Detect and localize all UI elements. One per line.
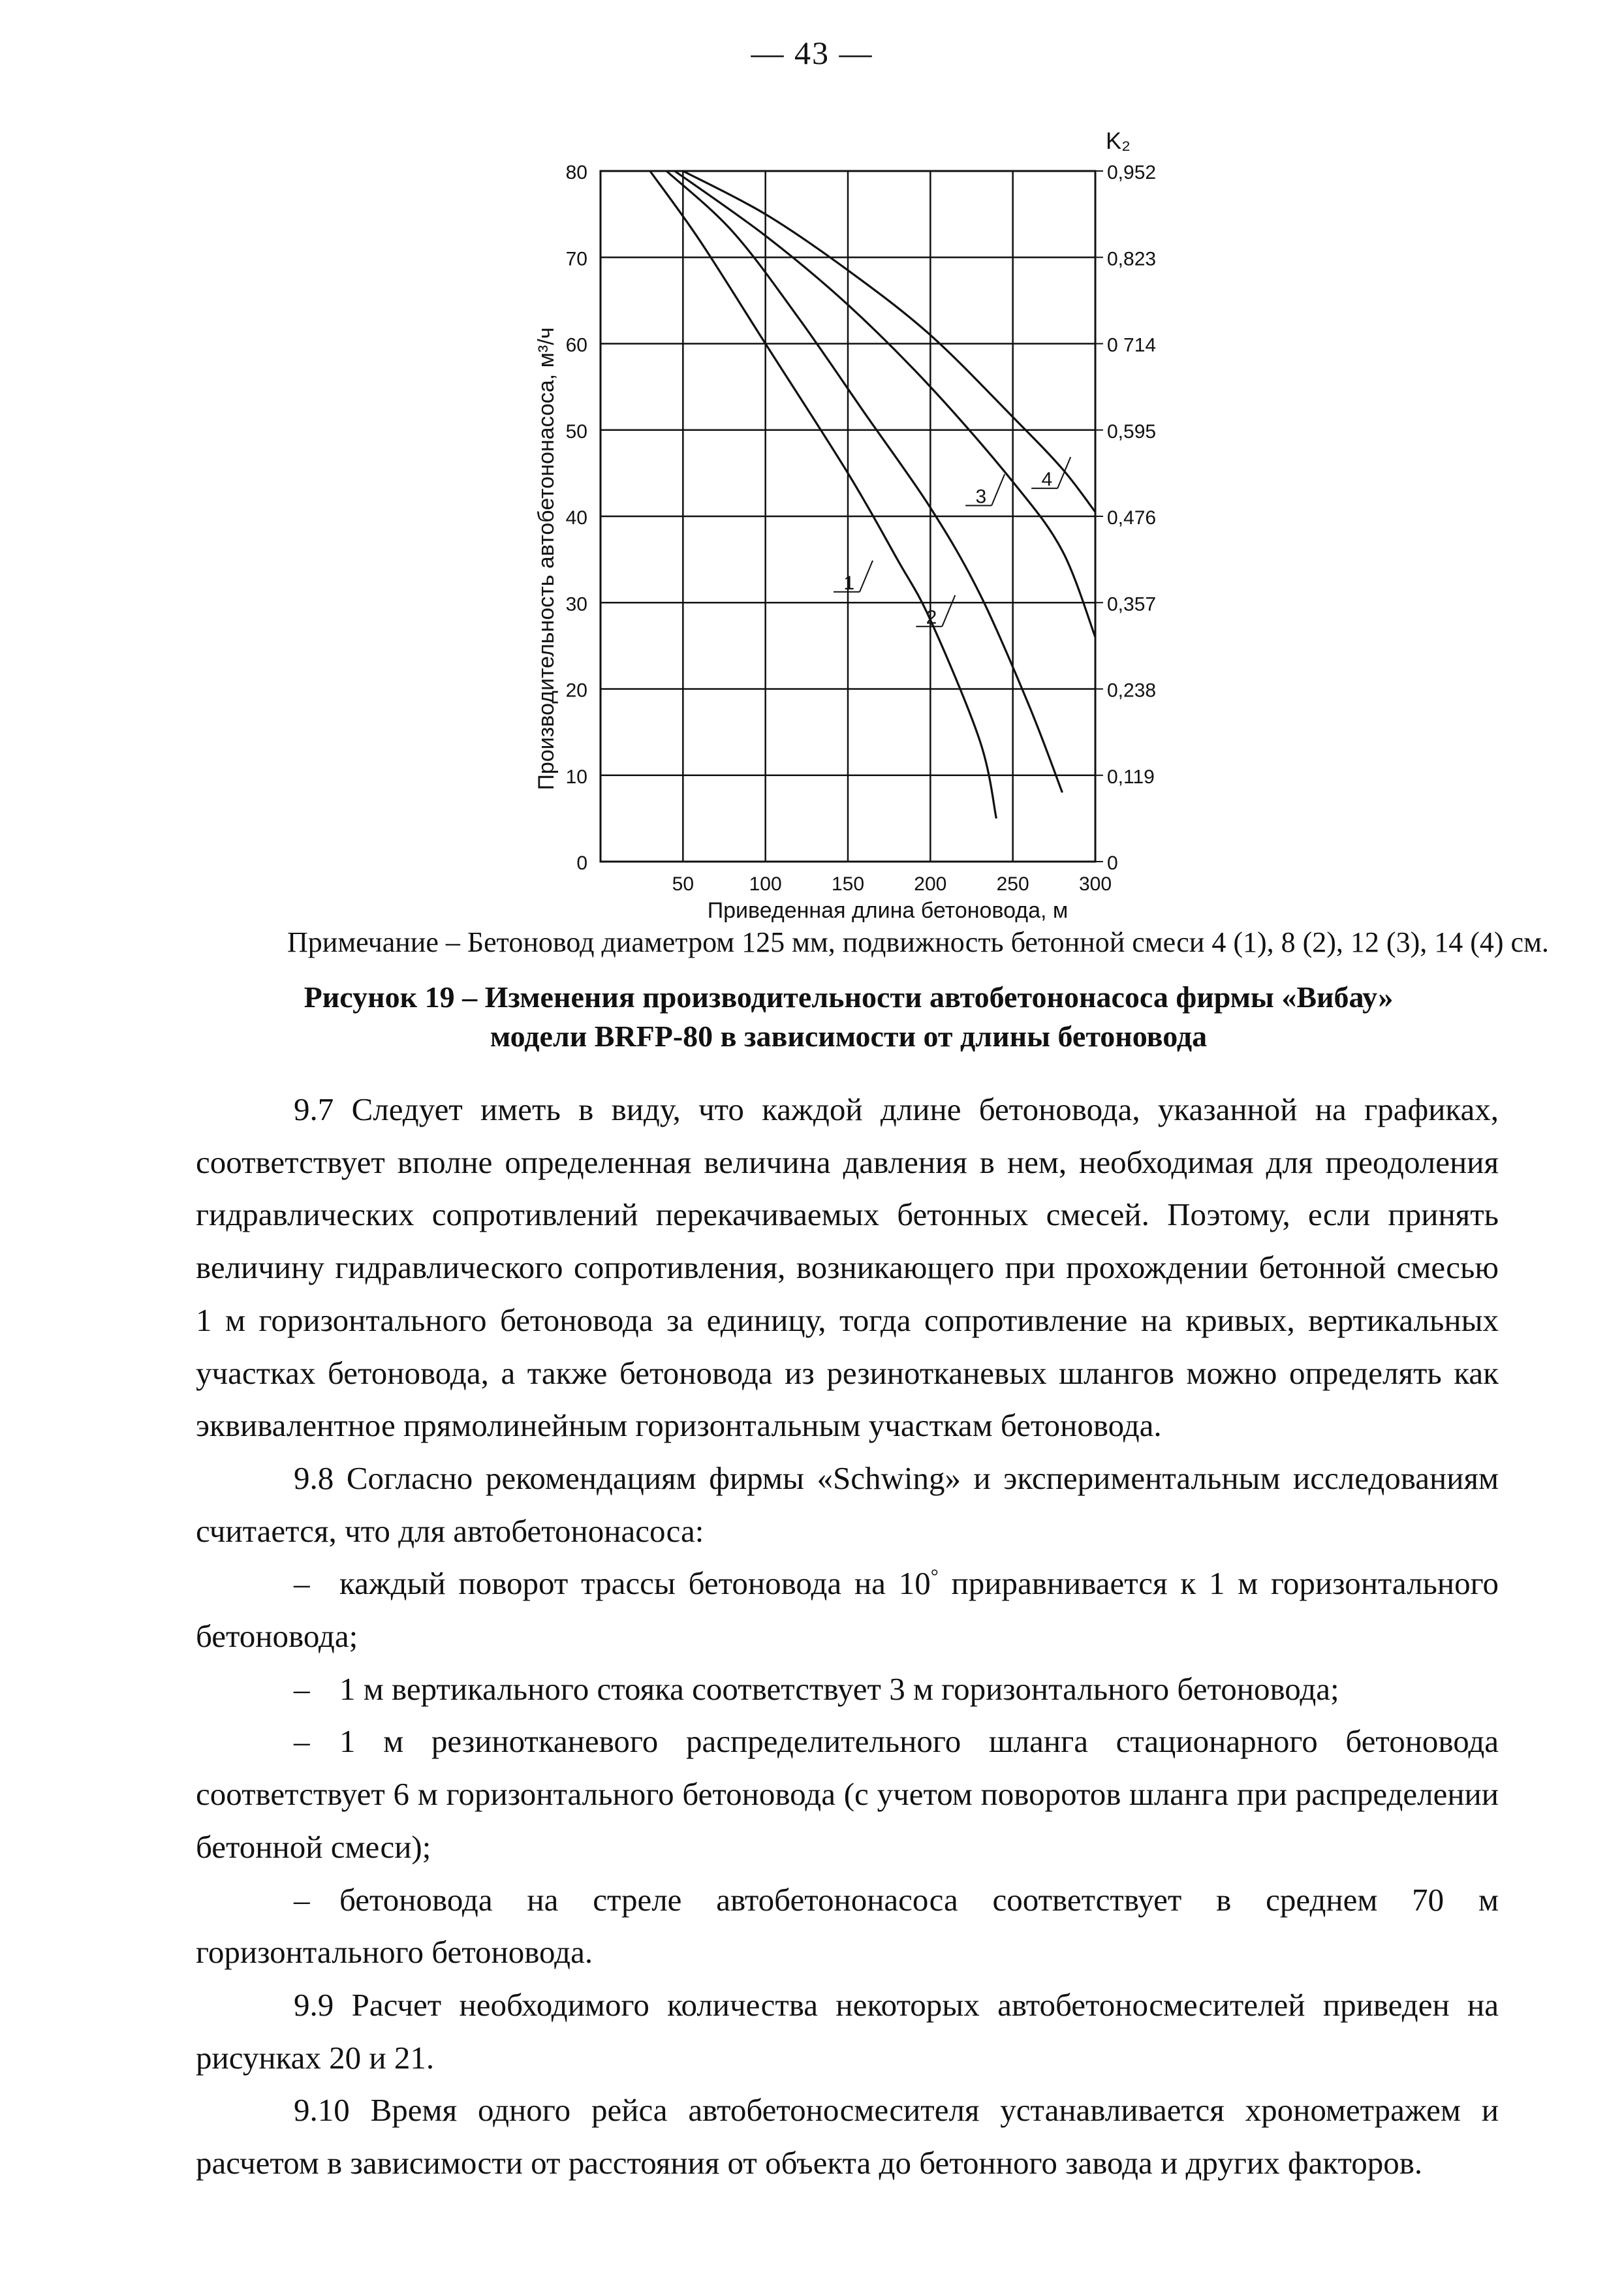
paragraph-9-8: 9.8 Согласно рекомендациям фирмы «Schwing» и экспериментальным исследованиям считается, что для автобетононасоса: bbox=[196, 1460, 1499, 1549]
y2-tick-label: 0 714 bbox=[1107, 334, 1157, 356]
y2-tick-label: 0,476 bbox=[1107, 507, 1157, 529]
y-axis-ticks bbox=[566, 162, 587, 874]
list-dash: – bbox=[294, 1565, 310, 1602]
y-tick-label: 30 bbox=[565, 593, 587, 616]
y-tick-label: 0 bbox=[576, 852, 587, 874]
y-axis-label: Производительность автобетононасоса, м³/ч bbox=[534, 327, 559, 790]
x-tick-label: 150 bbox=[831, 873, 865, 895]
paragraph-9-10: 9.10 Время одного рейса автобетоносмесителя устанавливается хронометражем и расчетом в зависимости от расстояния от объекта до бетонного завода и других факторов. bbox=[196, 2092, 1499, 2181]
page-number: — 43 — bbox=[751, 35, 873, 71]
curve-label-leader bbox=[942, 595, 955, 627]
y-tick-label: 80 bbox=[565, 162, 587, 183]
y-tick-label: 40 bbox=[565, 507, 587, 529]
curve-4 bbox=[683, 171, 1095, 512]
curve-label-2: 2 bbox=[926, 606, 937, 629]
y2-axis-label: K₂ bbox=[1106, 127, 1131, 154]
x-tick-label: 50 bbox=[672, 873, 695, 895]
x-tick-label: 100 bbox=[749, 873, 782, 895]
curve-label-4: 4 bbox=[1041, 469, 1053, 491]
list-dash: – bbox=[294, 1881, 310, 1918]
paragraph-9-7: 9.7 Следует иметь в виду, что каждой длине бетоновода, указанной на графиках, соответствует вполне определенная величина давления в нем, необходимая для преодоления гидравлических сопротивлений перекачиваемых бетонных смесей. Поэтому, если принять величину гидравлического сопротивления, возникающего при прохождении бетонной смесью 1 м горизонтального бетоновода за единицу, тогда сопротивление на кривых, вертикальных участках бетоновода, а также бетоновода из резинотканевых шлангов можно определять как эквивалентное прямолинейным горизонтальным участкам бетоновода. bbox=[196, 1091, 1499, 1444]
performance-chart bbox=[0, 0, 1624, 927]
x-axis-ticks bbox=[672, 873, 1112, 895]
curve-label-leader bbox=[860, 561, 873, 592]
y2-tick-label: 0,119 bbox=[1107, 766, 1155, 788]
y-tick-label: 20 bbox=[565, 679, 587, 702]
curve-label-leader bbox=[992, 475, 1005, 506]
y-tick-label: 10 bbox=[565, 766, 587, 788]
chart-curves bbox=[650, 171, 1095, 819]
y2-tick-label: 0,952 bbox=[1107, 162, 1157, 183]
body-text bbox=[196, 1084, 1499, 2190]
list-item: – бетоновода на стреле автобетононасоса соответствует в среднем 70 м горизонтального бетоновода. bbox=[196, 1874, 1499, 1979]
y-tick-label: 70 bbox=[565, 248, 587, 270]
y2-tick-label: 0 bbox=[1107, 852, 1118, 874]
list-item: – 1 м резинотканевого распределительного шланга стационарного бетоновода соответствует 6 м горизонтального бетоновода (с учетом поворотов шланга при распределении бетонной смеси); bbox=[196, 1715, 1499, 1873]
y2-tick-label: 0,823 bbox=[1107, 248, 1157, 270]
y2-axis-ticks bbox=[1095, 162, 1156, 874]
y2-tick-label: 0,595 bbox=[1107, 420, 1157, 443]
paragraph-9-9: 9.9 Расчет необходимого количества некоторых автобетоносмесителей приведен на рисунках 20 и 21. bbox=[196, 1986, 1499, 2076]
curve-3 bbox=[675, 171, 1095, 637]
curve-1 bbox=[650, 171, 997, 819]
y2-tick-label: 0,238 bbox=[1107, 679, 1157, 702]
y-tick-label: 50 bbox=[565, 420, 587, 443]
curve-label-1: 1 bbox=[843, 572, 854, 594]
chart-grid bbox=[601, 171, 1095, 862]
curve-label-leader bbox=[1057, 457, 1070, 488]
figure-note: Примечание – Бетоновод диаметром 125 мм, подвижность бетонной смеси 4 (1), 8 (2), 12 (3), 14 (4) см. bbox=[287, 926, 1549, 958]
list-item: – 1 м вертикального стояка соответствует 3 м горизонтального бетоновода; bbox=[196, 1663, 1499, 1716]
figure-caption bbox=[196, 978, 1501, 1056]
caption-line-1: Рисунок 19 – Изменения производительности автобетононасоса фирмы «Вибау» bbox=[304, 980, 1394, 1014]
y2-tick-label: 0,357 bbox=[1107, 593, 1157, 616]
list-dash: – bbox=[294, 1723, 310, 1760]
x-tick-label: 250 bbox=[996, 873, 1029, 895]
y-tick-label: 60 bbox=[565, 334, 587, 356]
x-axis-label: Приведенная длина бетоновода, м bbox=[707, 898, 1069, 923]
x-tick-label: 200 bbox=[914, 873, 947, 895]
x-tick-label: 300 bbox=[1078, 873, 1112, 895]
list-dash: – bbox=[294, 1670, 310, 1707]
curve-label-3: 3 bbox=[975, 486, 987, 508]
curve-2 bbox=[666, 171, 1062, 792]
list-item: – каждый поворот трассы бетоновода на 10° приравнивается к 1 м горизонтального бетоновода; bbox=[196, 1557, 1499, 1663]
caption-line-2: модели BRFP-80 в зависимости от длины бетоновода bbox=[490, 1020, 1208, 1053]
